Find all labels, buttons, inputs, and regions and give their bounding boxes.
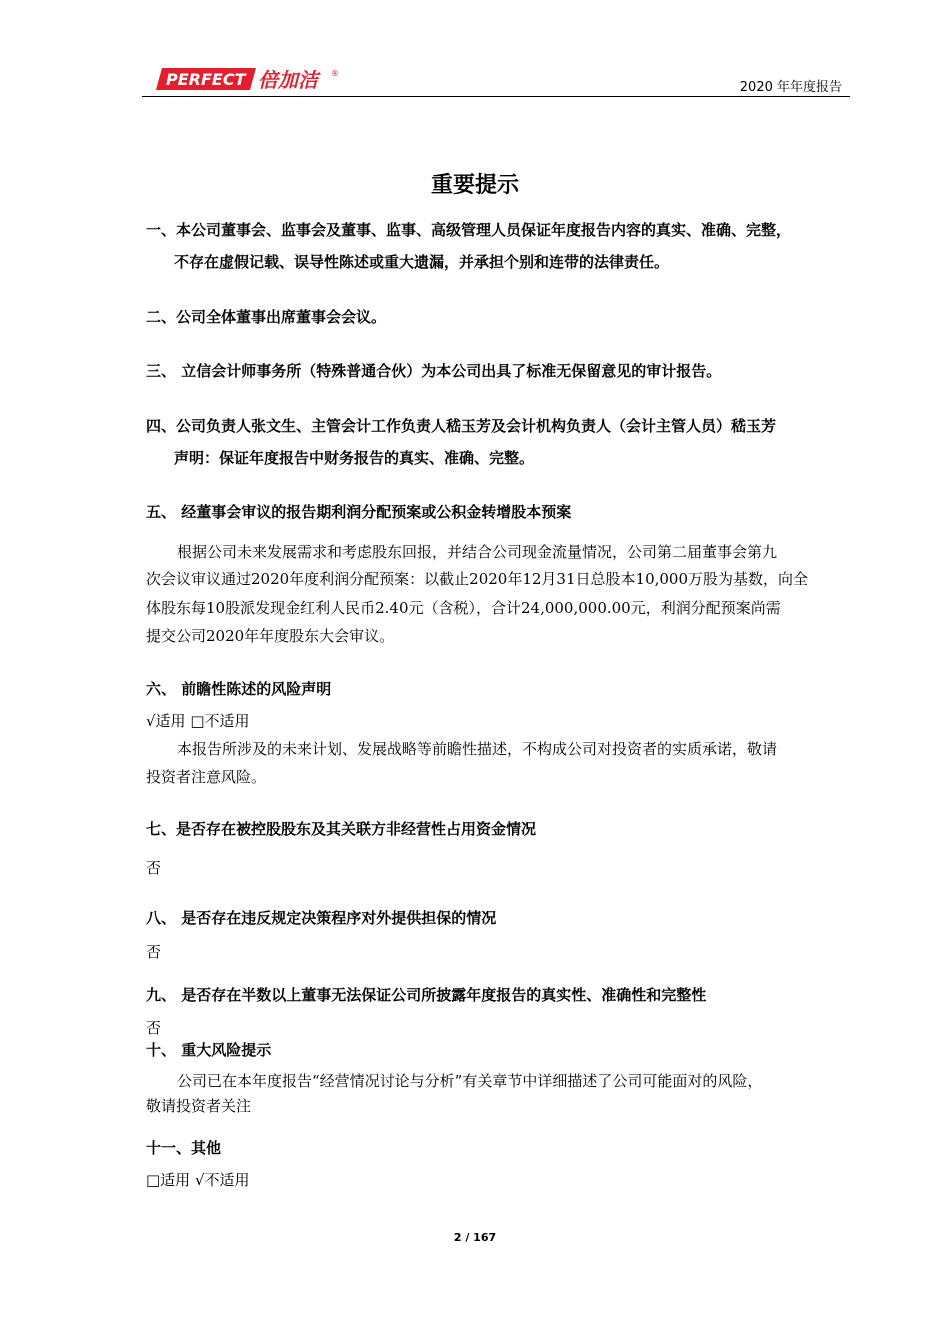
item-7-heading: 七、是否存在被控股股东及其关联方非经营性占用资金情况 [146, 820, 537, 838]
item-8-heading: 八、 是否存在违反规定决策程序对外提供担保的情况 [146, 909, 497, 927]
page-number: 2 / 167 [453, 1231, 497, 1244]
item-7-answer: 否 [146, 859, 162, 877]
svg-text:®: ® [331, 69, 339, 78]
item-6-para-2: 投资者注意风险。 [146, 768, 267, 786]
item-2: 二、公司全体董事出席董事会会议。 [146, 308, 387, 326]
item-9-heading: 九、 是否存在半数以上董事无法保证公司所披露年度报告的真实性、准确性和完整性 [146, 986, 707, 1004]
item-6-heading: 六、 前瞻性陈述的风险声明 [146, 680, 332, 698]
svg-text:倍加洁: 倍加洁 [258, 68, 318, 92]
item-6-para-1: 本报告所涉及的未来计划、发展战略等前瞻性描述，不构成公司对投资者的实质承诺，敬请 [177, 740, 778, 758]
item-4-line-2: 声明：保证年度报告中财务报告的真实、准确、完整。 [174, 449, 535, 467]
item-9-answer: 否 [146, 1019, 162, 1037]
item-3: 三、 立信会计师事务所（特殊普通合伙）为本公司出具了标准无保留意见的审计报告。 [146, 362, 722, 380]
item-8-answer: 否 [146, 943, 162, 961]
item-5-para-4: 提交公司2020年年度股东大会审议。 [146, 627, 395, 645]
company-logo [156, 66, 346, 92]
item-1-line-2: 不存在虚假记载、误导性陈述或重大遗漏，并承担个别和连带的法律责任。 [174, 253, 670, 271]
item-10-heading: 十、 重大风险提示 [146, 1041, 272, 1059]
item-5-para-3: 体股东每10股派发现金红利人民币2.40元（含税），合计24,000,000.00元，利润分配预案尚需 [146, 599, 781, 617]
item-11-options: □适用 √不适用 [146, 1171, 250, 1189]
report-label: 2020 年年度报告 [739, 80, 842, 95]
item-10-para-2: 敬请投资者关注 [146, 1097, 252, 1115]
item-5-para-1: 根据公司未来发展需求和考虑股东回报，并结合公司现金流量情况，公司第二届董事会第九 [177, 543, 778, 561]
item-1-line-1: 一、本公司董事会、监事会及董事、监事、高级管理人员保证年度报告内容的真实、准确、完整， [146, 221, 792, 239]
page-title: 重要提示 [430, 173, 519, 198]
item-10-para-1: 公司已在本年度报告“经营情况讨论与分析”有关章节中详细描述了公司可能面对的风险， [177, 1072, 763, 1090]
item-5-heading: 五、 经董事会审议的报告期利润分配预案或公积金转增股本预案 [146, 503, 572, 521]
svg-text:PERFECT: PERFECT [166, 70, 246, 89]
page-header [142, 60, 850, 97]
item-11-heading: 十一、其他 [146, 1139, 222, 1157]
item-6-options: √适用 □不适用 [146, 712, 250, 730]
item-5-para-2: 次会议审议通过2020年度利润分配预案：以截止2020年12月31日总股本10,000万股为基数，向全 [146, 570, 809, 588]
item-4-line-1: 四、公司负责人张文生、主管会计工作负责人嵇玉芳及会计机构负责人（会计主管人员）嵇玉芳 [146, 417, 777, 435]
